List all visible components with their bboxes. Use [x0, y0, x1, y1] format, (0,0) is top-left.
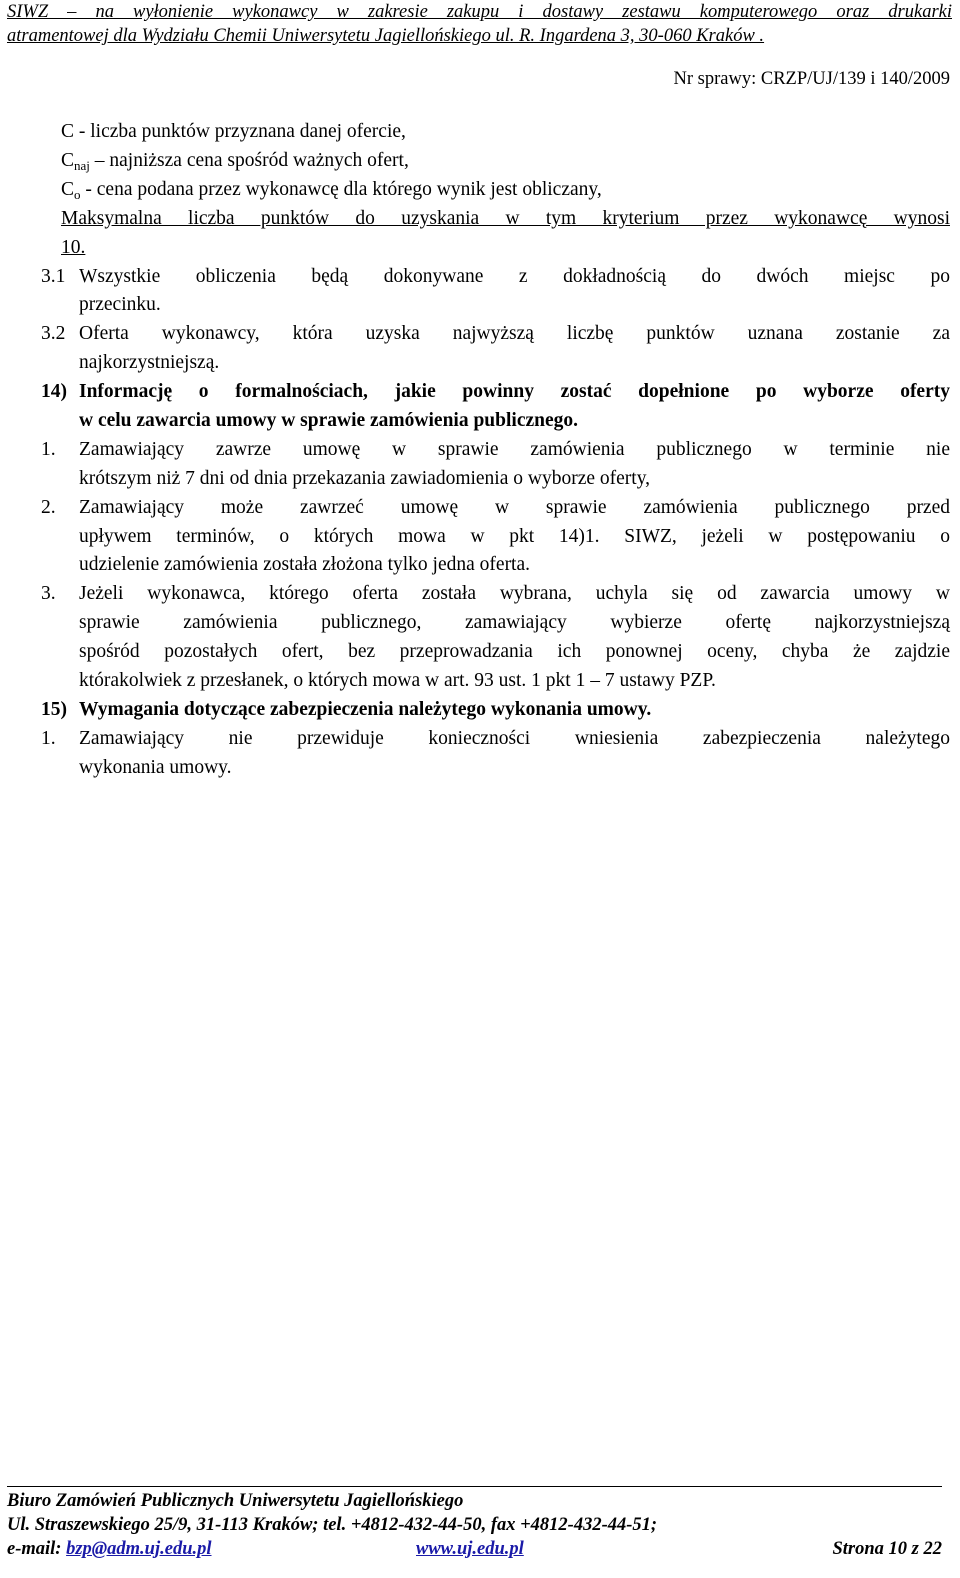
page-number: Strona 10 z 22	[832, 1539, 942, 1559]
header-line-2: atramentowej dla Wydziału Chemii Uniwersytetu Jagiellońskiego ul. R. Ingardena 3, 30-060 Kraków .	[7, 26, 765, 46]
item-text-line: Zamawiający nie przewiduje konieczności wniesienia zabezpieczenia należytego	[79, 727, 950, 749]
footer-address: Ul. Straszewskiego 25/9, 31-113 Kraków; tel. +4812-432-44-50, fax +4812-432-44-51;	[7, 1515, 658, 1535]
item-text-line: Zamawiający zawrze umowę w sprawie zamówienia publicznego w terminie nie	[79, 438, 950, 460]
footer-divider	[7, 1486, 942, 1487]
item-text-line: Oferta wykonawcy, która uzyska najwyższą liczbę punktów uznana zostanie za	[79, 323, 950, 345]
section-number: 14)	[41, 381, 67, 403]
item-text-line: wykonania umowy.	[79, 756, 232, 778]
item-text-line: sprawie zamówienia publicznego, zamawiający wybierze ofertę najkorzystniejszą	[79, 612, 950, 634]
item-number: 1.	[41, 727, 56, 749]
item-text-line: krótszym niż 7 dni od dnia przekazania zawiadomienia o wyborze oferty,	[79, 467, 651, 489]
item-number: 1.	[41, 438, 56, 460]
item-text-line: przecinku.	[79, 294, 161, 316]
document-header	[7, 0, 952, 48]
max-points-line: Maksymalna liczba punktów do uzyskania w tym kryterium przez wykonawcę wynosi	[61, 207, 950, 229]
footer-office: Biuro Zamówień Publicznych Uniwersytetu Jagiellońskiego	[7, 1491, 464, 1511]
item-number: 2.	[41, 496, 56, 518]
definition-co: $C_o$ - cena podana przez wykonawcę dla którego wynik jest obliczany,	[61, 178, 602, 202]
section-number: 15)	[41, 699, 67, 720]
email-label: e-mail:	[7, 1539, 67, 1559]
section-title-line: Informację o formalnościach, jakie powinny zostać dopełnione po wyborze oferty	[79, 381, 950, 403]
item-number: 3.	[41, 583, 56, 605]
definition-cnaj: $C_{naj}$ – najniższa cena spośród ważnych ofert,	[61, 149, 409, 173]
header-line-1: SIWZ – na wyłonienie wykonawcy w zakresie zakupu i dostawy zestawu komputerowego oraz drukarki	[7, 2, 952, 22]
max-points-value: 10.	[61, 236, 86, 258]
definition-c: C - liczba punktów przyznana danej ofercie,	[61, 121, 406, 142]
document-footer	[7, 1489, 952, 1561]
item-text-line: upływem terminów, o których mowa w pkt 14)1. SIWZ, jeżeli w postępowaniu o	[79, 525, 950, 547]
section-title-line: w celu zawarcia umowy w sprawie zamówienia publicznego.	[79, 409, 579, 431]
item-text-line: Jeżeli wykonawca, którego oferta została wybrana, uchyla się od zawarcia umowy w	[79, 583, 950, 605]
website-link[interactable]: www.uj.edu.pl	[416, 1539, 524, 1559]
item-text-line: udzielenie zamówienia została złożona tylko jedna oferta.	[79, 554, 531, 576]
item-text-line: Wszystkie obliczenia będą dokonywane z dokładnością do dwóch miejsc po	[79, 265, 950, 287]
item-text-line: spośród pozostałych ofert, bez przeprowadzania ich ponownej oceny, chyba że zajdzie	[79, 641, 950, 663]
email-link[interactable]: bzp@adm.uj.edu.pl	[66, 1539, 212, 1559]
case-number: Nr sprawy: CRZP/UJ/139 i 140/2009	[673, 69, 950, 89]
item-text-line: Zamawiający może zawrzeć umowę w sprawie zamówienia publicznego przed	[79, 496, 950, 518]
item-number: 3.2	[41, 323, 66, 345]
footer-contact-row	[7, 1537, 952, 1561]
section-title-line: Wymagania dotyczące zabezpieczenia należytego wykonania umowy.	[79, 699, 652, 720]
item-number: 3.1	[41, 265, 66, 287]
item-text-line: którakolwiek z przesłanek, o których mowa w art. 93 ust. 1 pkt 1 – 7 ustawy PZP.	[79, 670, 716, 692]
item-text-line: najkorzystniejszą.	[79, 352, 220, 374]
